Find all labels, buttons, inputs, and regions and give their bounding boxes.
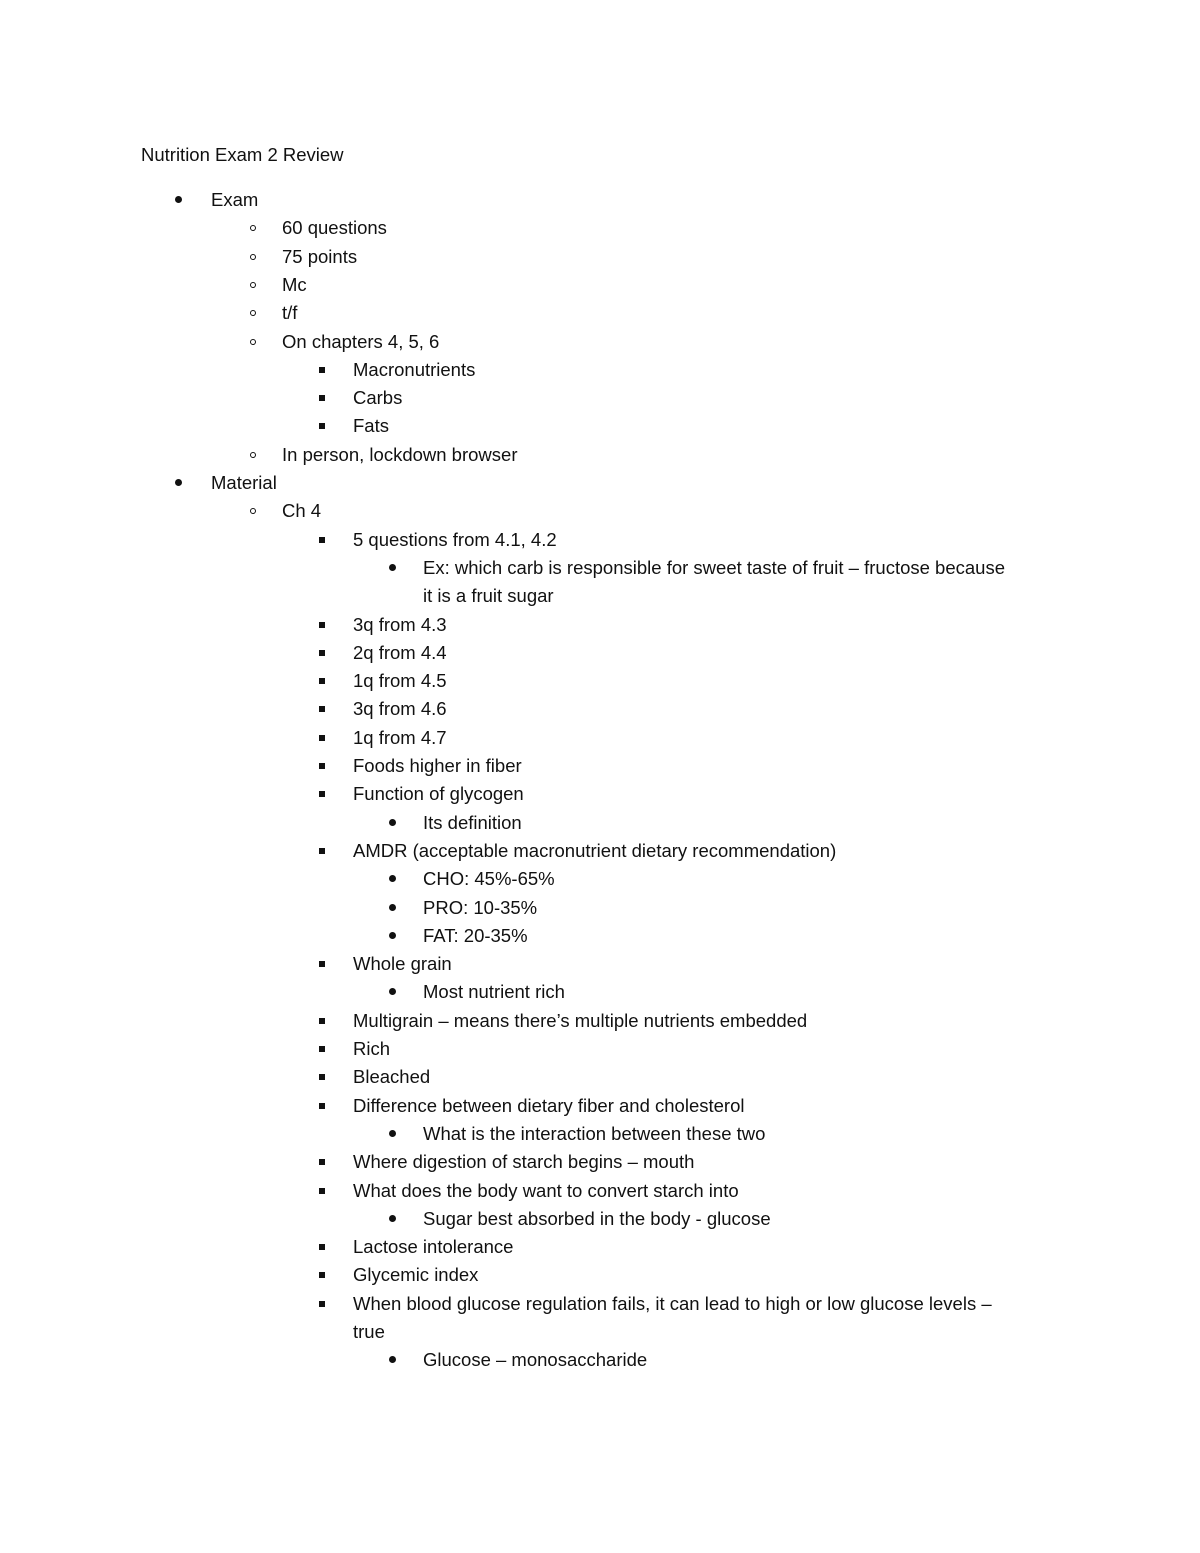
list-item xyxy=(0,1007,1200,1035)
list-item-text: PRO: 10-35% xyxy=(423,896,538,918)
bullet-square-icon xyxy=(319,667,343,695)
bullet-square-icon xyxy=(319,1092,343,1120)
list-item xyxy=(0,611,1200,639)
list-item-text: 60 questions xyxy=(282,217,387,239)
bullet-circle-icon xyxy=(250,328,274,356)
bullet-disc-icon xyxy=(389,1346,413,1374)
bullet-square-icon xyxy=(319,780,343,808)
bullet-square-icon xyxy=(319,412,343,440)
list-item xyxy=(0,1346,1200,1374)
bullet-disc-icon xyxy=(389,1120,413,1148)
bullet-disc-icon xyxy=(389,809,413,837)
list-item-text: Ch 4 xyxy=(282,500,322,522)
list-item-continuation: true xyxy=(353,1321,385,1342)
list-item xyxy=(0,865,1200,893)
list-item xyxy=(0,1035,1200,1063)
list-item xyxy=(0,356,1200,384)
list-item-text: Fats xyxy=(353,415,389,437)
list-item xyxy=(0,695,1200,723)
bullet-disc-icon xyxy=(175,186,199,214)
list-item xyxy=(0,412,1200,440)
list-item-text: Glycemic index xyxy=(353,1264,479,1286)
bullet-disc-icon xyxy=(389,978,413,1006)
bullet-square-icon xyxy=(319,724,343,752)
bullet-circle-icon xyxy=(250,497,274,525)
list-item xyxy=(0,526,1200,554)
list-item-text: Foods higher in fiber xyxy=(353,755,522,776)
bullet-square-icon xyxy=(319,611,343,639)
list-item-text: Whole grain xyxy=(353,953,452,975)
list-item xyxy=(0,1233,1200,1261)
bullet-square-icon xyxy=(319,1035,343,1063)
list-item xyxy=(0,299,1200,327)
list-item xyxy=(0,1261,1200,1289)
bullet-square-icon xyxy=(319,837,343,865)
list-item-text: 3q from 4.3 xyxy=(353,613,447,635)
bullet-disc-icon xyxy=(389,894,413,922)
list-item xyxy=(0,328,1200,356)
bullet-disc-icon xyxy=(389,554,413,582)
list-item xyxy=(0,978,1200,1006)
list-item-text: Material xyxy=(211,472,277,493)
bullet-disc-icon xyxy=(175,469,199,497)
list-item-text: AMDR (acceptable macronutrient dietary recommendation) xyxy=(353,839,837,861)
list-item xyxy=(0,186,1200,214)
list-item-text: Glucose – monosaccharide xyxy=(423,1349,648,1371)
bullet-disc-icon xyxy=(389,865,413,893)
list-item-text: 75 points xyxy=(282,245,358,267)
list-item-text: t/f xyxy=(282,302,298,324)
list-item-text: Lactose intolerance xyxy=(353,1236,514,1258)
list-item xyxy=(0,1092,1200,1120)
list-item-text: Ex: which carb is responsible for sweet taste of fruit – fructose because xyxy=(423,556,1006,578)
list-item-text: Bleached xyxy=(353,1066,431,1088)
list-item-text: CHO: 45%-65% xyxy=(423,868,555,890)
list-item xyxy=(0,1120,1200,1148)
bullet-square-icon xyxy=(319,752,343,780)
bullet-square-icon xyxy=(319,356,343,384)
bullet-square-icon xyxy=(319,1177,343,1205)
list-item-text: 5 questions from 4.1, 4.2 xyxy=(353,528,557,550)
bullet-circle-icon xyxy=(250,441,274,469)
list-item-text: 3q from 4.6 xyxy=(353,698,447,720)
bullet-square-icon xyxy=(319,950,343,978)
list-item-text: Multigrain – means there’s multiple nutrients embedded xyxy=(353,1009,808,1031)
list-item xyxy=(0,639,1200,667)
list-item xyxy=(0,497,1200,525)
bullet-disc-icon xyxy=(389,1205,413,1233)
bullet-square-icon xyxy=(319,1007,343,1035)
list-item-text: On chapters 4, 5, 6 xyxy=(282,330,440,352)
list-item-text: 1q from 4.7 xyxy=(353,726,447,748)
list-item-text: Sugar best absorbed in the body - glucose xyxy=(423,1207,771,1229)
list-item-text: Difference between dietary fiber and cholesterol xyxy=(353,1094,745,1116)
list-item-text: What is the interaction between these two xyxy=(423,1122,766,1144)
list-item-text: Carbs xyxy=(353,387,403,409)
list-item xyxy=(0,214,1200,242)
list-item-text: Most nutrient rich xyxy=(423,981,565,1003)
list-item-text: FAT: 20-35% xyxy=(423,924,528,946)
list-item-text: Macronutrients xyxy=(353,358,476,380)
list-item xyxy=(0,894,1200,922)
bullet-square-icon xyxy=(319,1063,343,1091)
list-item-continuation: it is a fruit sugar xyxy=(423,585,554,607)
bullet-circle-icon xyxy=(250,214,274,242)
list-item-text: In person, lockdown browser xyxy=(282,443,518,465)
list-item xyxy=(0,809,1200,837)
list-item xyxy=(0,667,1200,695)
list-item xyxy=(0,554,1200,582)
list-item-text: Rich xyxy=(353,1038,391,1059)
bullet-square-icon xyxy=(319,639,343,667)
list-item xyxy=(0,752,1200,780)
bullet-square-icon xyxy=(319,1233,343,1261)
list-item xyxy=(0,1063,1200,1091)
list-item-text: Mc xyxy=(282,273,307,295)
list-item xyxy=(0,724,1200,752)
list-item-text: What does the body want to convert starch into xyxy=(353,1179,739,1201)
list-item-text: Its definition xyxy=(423,811,522,833)
list-item-text: When blood glucose regulation fails, it can lead to high or low glucose levels – xyxy=(353,1292,992,1314)
list-item xyxy=(0,384,1200,412)
list-item xyxy=(0,1177,1200,1205)
bullet-square-icon xyxy=(319,695,343,723)
list-item-text: Exam xyxy=(211,189,259,210)
list-item xyxy=(0,441,1200,469)
bullet-square-icon xyxy=(319,1290,343,1318)
list-item-text: Where digestion of starch begins – mouth xyxy=(353,1151,695,1173)
list-item-text: Function of glycogen xyxy=(353,783,524,805)
list-item xyxy=(0,243,1200,271)
list-item xyxy=(0,271,1200,299)
bullet-disc-icon xyxy=(389,922,413,950)
list-item xyxy=(0,837,1200,865)
list-item xyxy=(0,1148,1200,1176)
list-item-text: 2q from 4.4 xyxy=(353,641,447,663)
list-item xyxy=(0,780,1200,808)
bullet-circle-icon xyxy=(250,243,274,271)
document-title: Nutrition Exam 2 Review xyxy=(141,144,344,165)
list-item xyxy=(0,469,1200,497)
bullet-circle-icon xyxy=(250,299,274,327)
list-item xyxy=(0,1290,1200,1318)
list-item xyxy=(0,922,1200,950)
bullet-square-icon xyxy=(319,1261,343,1289)
list-item xyxy=(0,1205,1200,1233)
bullet-square-icon xyxy=(319,526,343,554)
list-item-text: 1q from 4.5 xyxy=(353,670,447,692)
bullet-square-icon xyxy=(319,384,343,412)
bullet-square-icon xyxy=(319,1148,343,1176)
bullet-circle-icon xyxy=(250,271,274,299)
list-item xyxy=(0,950,1200,978)
